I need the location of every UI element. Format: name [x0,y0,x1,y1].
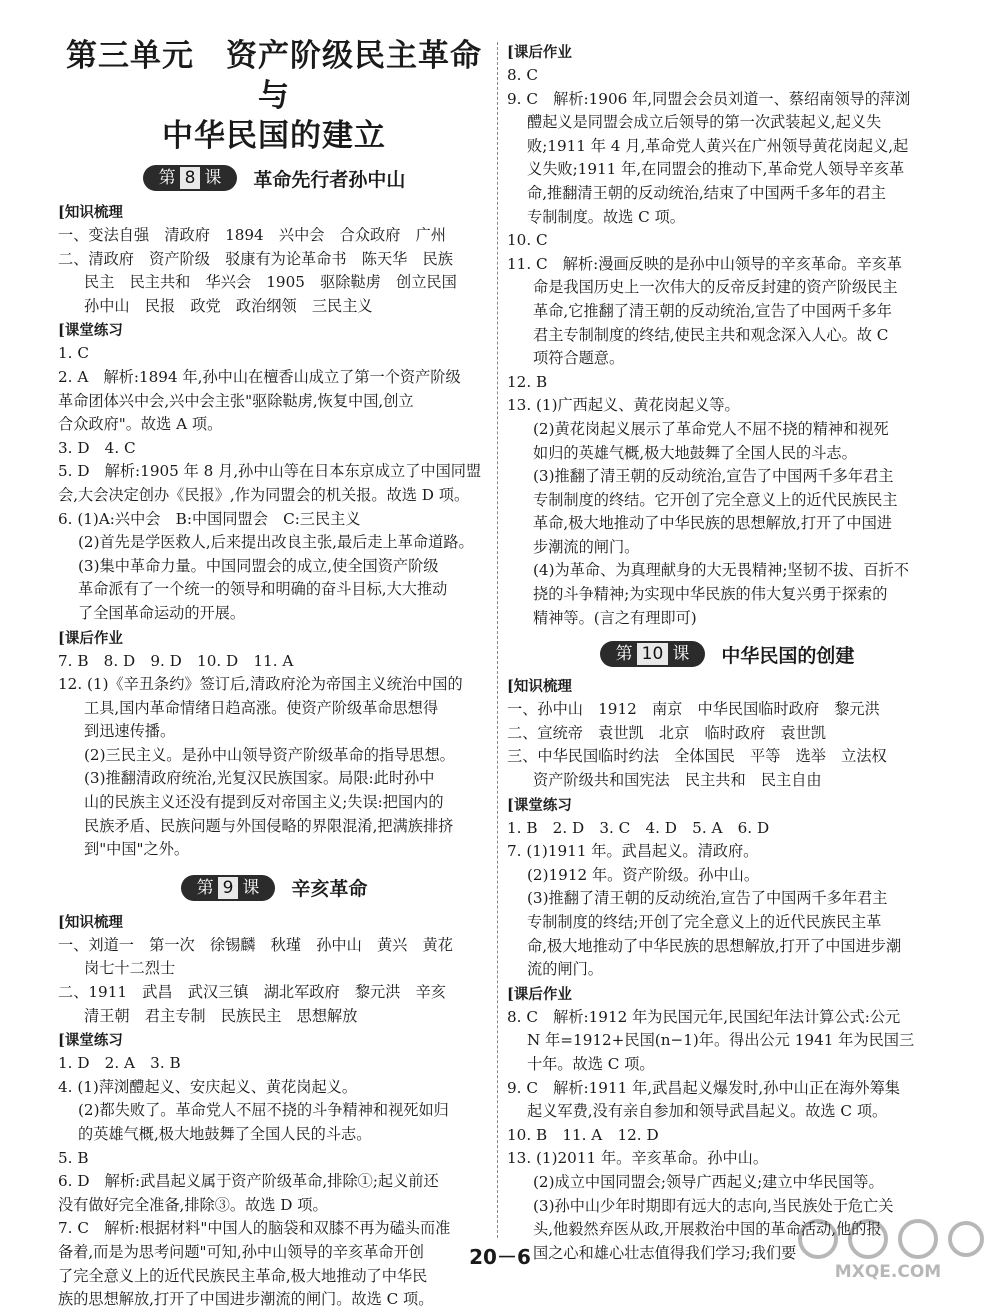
text-line: (3)推翻了清王朝的反动统治,宣告了中国两千多年君主 [533,467,894,486]
text-line: (2)都失败了。革命党人不屈不挠的斗争精神和视死如归 [78,1101,449,1120]
text-line: 败;1911 年 4 月,革命党人黄兴在广州领导黄花岗起义,起 [527,136,909,155]
text-line: (3)推翻了清王朝的反动统治,宣告了中国两千多年君主 [527,889,888,908]
lesson10-knowledge-header: [知识梳理 [507,678,572,696]
text-line: 岗七十二烈士 [84,959,176,978]
text-line: 9. C 解析:1906 年,同盟会会员刘道一、蔡绍南领导的萍浏 [507,89,911,108]
text-line: 山的民族主义还没有提到反对帝国主义;失误:把国内的 [84,793,444,812]
lesson10-title: 中华民国的创建 [721,644,855,667]
text-line: (2)黄花岗起义展示了革命党人不屈不挠的精神和视死 [533,419,889,438]
lesson10-after-header: [课后作业 [507,985,572,1003]
lesson9-title: 辛亥革命 [291,878,368,901]
lesson10-class-header: [课堂练习 [507,796,572,814]
lesson9-badge [181,875,276,901]
text-line: 命,极大地推动了中华民族的思想解放,打开了中国进步潮 [527,936,902,955]
text-line: 10. B 11. A 12. D [507,1125,659,1144]
lesson8-class-header: [课堂练习 [58,322,123,340]
unit-title-line2: 中华民国的建立 [162,118,386,154]
text-line: 1. C [58,344,89,363]
text-line: 义失败;1911 年,在同盟会的推动下,革命党人领导辛亥革 [527,160,905,179]
text-line: 一、孙中山 1912 南京 中华民国临时政府 黎元洪 [507,700,880,719]
text-line: 会,大会决定创办《民报》,作为同盟会的机关报。故选 D 项。 [58,485,470,504]
text-line: 合众政府"。故选 A 项。 [58,415,223,434]
text-line: 二、宣统帝 袁世凯 北京 临时政府 袁世凯 [507,723,826,742]
text-line: 12. (1)《辛丑条约》签订后,清政府沦为帝国主义统治中国的 [58,675,463,694]
lesson8-badge [143,165,238,191]
badge-number: 9 [218,877,239,899]
text-line: 7. B 8. D 9. D 10. D 11. A [58,651,294,670]
badge-prefix: 第 [196,877,214,898]
text-line: 孙中山 民报 政党 政治纲领 三民主义 [84,296,373,315]
text-line: 国之心和雄心壮志值得我们学习;我们要 [533,1243,797,1262]
lesson10-heading [507,640,947,668]
badge-prefix: 第 [158,168,176,188]
text-line: 民主 民主共和 华兴会 1905 驱除鞑虏 创立民国 [84,273,457,292]
text-line: 革命派有了一个统一的领导和明确的奋斗目标,大大推动 [78,580,448,599]
text-line: 13. (1)2011 年。辛亥革命。孙中山。 [507,1149,769,1168]
lesson8-heading [58,164,490,192]
unit-title [58,36,490,156]
text-line: 二、清政府 资产阶级 驳康有为论革命书 陈天华 民族 [58,249,453,268]
text-line: 一、刘道一 第一次 徐锡麟 秋瑾 孙中山 黄兴 黄花 [58,935,453,954]
text-line: 步潮流的闸门。 [533,537,640,556]
text-line: (4)为革命、为真理献身的大无畏精神;坚韧不拔、百折不 [533,561,909,580]
text-line: (2)三民主义。是孙中山领导资产阶级革命的指导思想。 [84,745,455,764]
text-line: 命,推翻清王朝的反动统治,结束了中国两千多年的君主 [527,183,886,202]
text-line: (3)推翻清政府统治,光复汉民族国家。局限:此时孙中 [84,769,435,788]
unit-title-line1: 第三单元 资产阶级民主革命与 [66,38,482,114]
text-line: 起义军费,没有亲自参加和领导武昌起义。故选 C 项。 [527,1102,888,1121]
text-line: (2)1912 年。资产阶级。孙中山。 [527,865,760,884]
text-line: 10. C [507,231,548,250]
text-line: (3)集中革命力量。中国同盟会的成立,使全国资产阶级 [78,556,439,575]
text-line: (3)孙中山少年时期即有远大的志向,当民族处于危亡关 [533,1196,894,1215]
text-line: 13. (1)广西起义、黄花岗起义等。 [507,396,740,415]
text-line: 醴起义是同盟会成立后领导的第一次武装起义,起义失 [527,113,882,132]
badge-prefix: 第 [615,644,633,665]
lesson8-knowledge-header: [知识梳理 [58,204,123,221]
right-column [507,0,947,1265]
badge-suffix: 课 [242,877,260,898]
text-line: 5. B [58,1148,89,1167]
text-line: 6. (1)A:兴中会 B:中国同盟会 C:三民主义 [58,509,361,528]
text-line: 项符合题意。 [533,349,625,368]
text-line: 没有做好完全准备,排除③。故选 D 项。 [58,1195,328,1214]
text-line: 资产阶级共和国宪法 民主共和 民主自由 [533,771,822,790]
text-line: 1. B 2. D 3. C 4. D 5. A 6. D [507,818,770,837]
text-line: 4. (1)萍浏醴起义、安庆起义、黄花岗起义。 [58,1077,358,1096]
text-line: 到"中国"之外。 [84,840,190,859]
text-line: 专制制度的终结;开创了完全意义上的近代民族民主革 [527,913,882,931]
watermark-text: MXQE.COM [834,1262,942,1281]
text-line: 革命,它推翻了清王朝的反动统治,宣告了中国两千多年 [533,301,892,320]
text-line: (2)首先是学医救人,后来提出改良主张,最后走上革命道路。 [78,533,474,552]
lesson8-after-header: [课后作业 [58,629,123,647]
lesson8-title: 革命先行者孙中山 [253,168,406,191]
text-line: 族的思想解放,打开了中国进步潮流的闸门。故选 C 项。 [58,1290,434,1309]
text-line: 如归的英雄气概,极大地鼓舞了全国人民的斗志。 [533,443,857,462]
text-line: 2. A 解析:1894 年,孙中山在檀香山成立了第一个资产阶级 [58,367,461,386]
text-line: N 年=1912+民国(n−1)年。得出公元 1941 年为民国三 [527,1031,915,1050]
lesson9-knowledge-header: [知识梳理 [58,913,123,931]
watermark-logo [788,1211,988,1281]
text-line: 7. C 解析:根据材料"中国人的脑袋和双膝不再为磕头而准 [58,1219,451,1238]
lesson9-class-header: [课堂练习 [58,1032,123,1050]
column-divider [497,42,498,1238]
text-line: 革命团体兴中会,兴中会主张"驱除鞑虏,恢复中国,创立 [58,391,414,410]
text-line: 流的闸门。 [527,960,603,979]
text-line: 君主专制制度的终结,使民主共和观念深入人心。故 C [533,325,889,344]
page-number: 20－6 [469,1245,531,1269]
text-line: (2)成立中国同盟会;领导广西起义;建立中华民国等。 [533,1172,884,1191]
text-line: 革命,极大地推动了中华民族的思想解放,打开了中国进 [533,514,892,533]
text-line: 精神等。(言之有理即可) [533,608,697,627]
text-line: 专制制度的终结。它开创了完全意义上的近代民族民主 [533,490,898,509]
text-line: 11. C 解析:漫画反映的是孙中山领导的辛亥革命。辛亥革 [507,254,903,273]
badge-number: 10 [637,643,669,665]
text-line: 到迅速传播。 [84,722,176,741]
text-line: 专制制度。故选 C 项。 [527,207,685,226]
text-line: 3. D 4. C [58,438,136,457]
text-line: 了完全意义上的近代民族民主革命,极大地推动了中华民 [58,1266,428,1285]
text-line: 8. C [507,66,538,84]
text-line: 9. C 解析:1911 年,武昌起义爆发时,孙中山正在海外筹集 [507,1078,900,1097]
text-line: 7. (1)1911 年。武昌起义。清政府。 [507,842,759,861]
text-line: 命是我国历史上一次伟大的反帝反封建的资产阶级民主 [533,278,898,297]
text-line: 12. B [507,372,548,391]
lesson10-badge [600,641,706,667]
badge-suffix: 课 [672,644,690,665]
text-line: 5. D 解析:1905 年 8 月,孙中山等在日本东京成立了中国同盟 [58,462,482,481]
text-line: 二、1911 武昌 武汉三镇 湖北军政府 黎元洪 辛亥 [58,983,446,1002]
text-line: 头,他毅然弃医从政,开展救治中国的革命活动,他的报 [533,1220,882,1239]
lesson9-heading [58,874,490,902]
text-line: 民族矛盾、民族问题与外国侵略的界限混淆,把满族排挤 [84,816,454,835]
text-line: 十年。故选 C 项。 [527,1054,655,1073]
badge-number: 8 [180,167,201,189]
text-line: 挠的斗争精神;为实现中华民族的伟大复兴勇于探索的 [533,585,888,604]
text-line: 6. D 解析:武昌起义属于资产阶级革命,排除①;起义前还 [58,1172,439,1191]
text-line: 备着,而是为思考问题"可知,孙中山领导的辛亥革命开创 [58,1242,424,1261]
lesson9-after-header: [课后作业 [507,44,572,61]
text-line: 三、中华民国临时约法 全体国民 平等 选举 立法权 [507,747,887,766]
text-line: 一、变法自强 清政府 1894 兴中会 合众政府 广州 [58,226,446,244]
badge-suffix: 课 [204,168,222,188]
text-line: 清王朝 君主专制 民族民主 思想解放 [84,1006,358,1025]
text-line: 8. C 解析:1912 年为民国元年,民国纪年法计算公式:公元 [507,1007,901,1026]
text-line: 了全国革命运动的开展。 [78,603,246,622]
left-column [58,0,490,1312]
text-line: 1. D 2. A 3. B [58,1054,181,1073]
text-line: 的英雄气概,极大地鼓舞了全国人民的斗志。 [78,1125,372,1143]
text-line: 工具,国内革命情绪日趋高涨。使资产阶级革命思想得 [84,698,439,717]
